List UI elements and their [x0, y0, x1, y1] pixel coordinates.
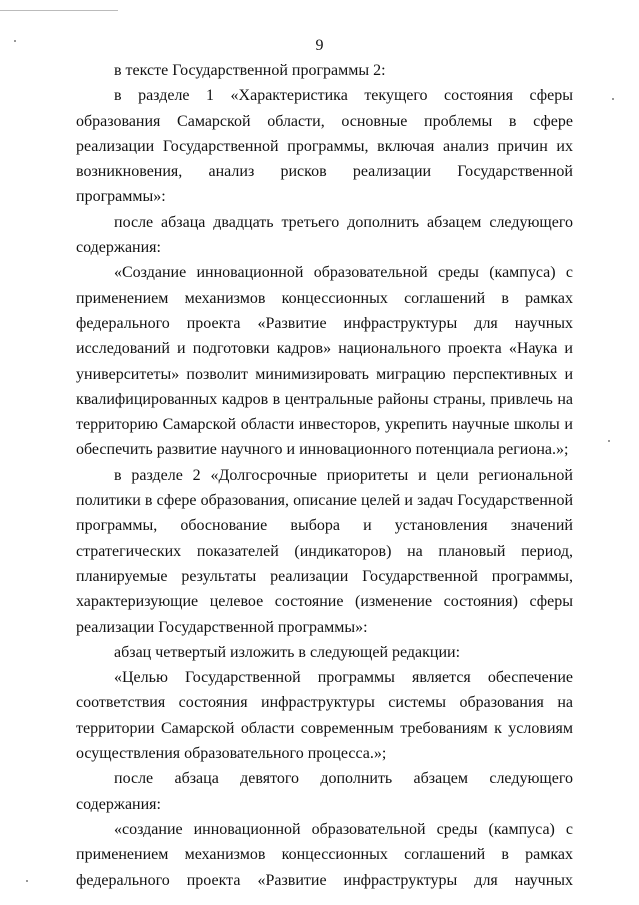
- paragraph: «Создание инновационной образовательной среды (кампуса) с применением механизмов концессионных соглашений в рамках федерального проекта «Развитие инфраструктуры для научных исследований и подготовки кадров» национального проекта «Наука и университеты» позволит минимизировать миграцию перспективных и квалифицированных кадров в центральные районы страны, привлечь на территорию Самарской области инвесторов, укрепить научные школы и обеспечить развитие научного и инновационного потенциала региона.»;: [76, 264, 573, 459]
- paragraph: «создание инновационной образовательной среды (кампуса) с применением механизмов концессионных соглашений в рамках федерального проекта «Развитие инфраструктуры для научных: [76, 820, 573, 889]
- scan-edge-line: [0, 10, 118, 11]
- paragraph: в разделе 1 «Характеристика текущего состояния сферы образования Самарской области, основные проблемы в сфере реализации Государственной программы, включая анализ причин их возникновения, анализ рисков реализации Государственной программы»:: [76, 87, 573, 206]
- paragraph: в разделе 2 «Долгосрочные приоритеты и цели региональной политики в сфере образования, описание целей и задач Государственной программы, обоснование выбора и установления значений стратегических показателей (индикаторов) на плановый период, планируемые результаты реализации Государственной программы, характеризующие целевое состояние (изменение состояния) сферы реализации Государственной программы»:: [76, 466, 573, 636]
- paragraph: после абзаца двадцать третьего дополнить абзацем следующего содержания:: [76, 213, 573, 257]
- paragraph: в тексте Государственной программы 2:: [114, 62, 386, 79]
- scan-speck: [26, 880, 28, 882]
- paragraph: абзац четвертый изложить в следующей редакции:: [114, 643, 461, 661]
- paragraph: «Целью Государственной программы является обеспечение соответствия состояния инфраструктуры системы образования на территории Самарской области современным требованиям к условиям осуществления образовательного процесса.»;: [76, 669, 573, 763]
- scan-speck: [612, 98, 614, 100]
- page-number: 9: [315, 37, 324, 54]
- scan-speck: [608, 440, 610, 442]
- document-body: [76, 58, 573, 893]
- paragraph: после абзаца девятого дополнить абзацем следующего содержания:: [76, 770, 573, 813]
